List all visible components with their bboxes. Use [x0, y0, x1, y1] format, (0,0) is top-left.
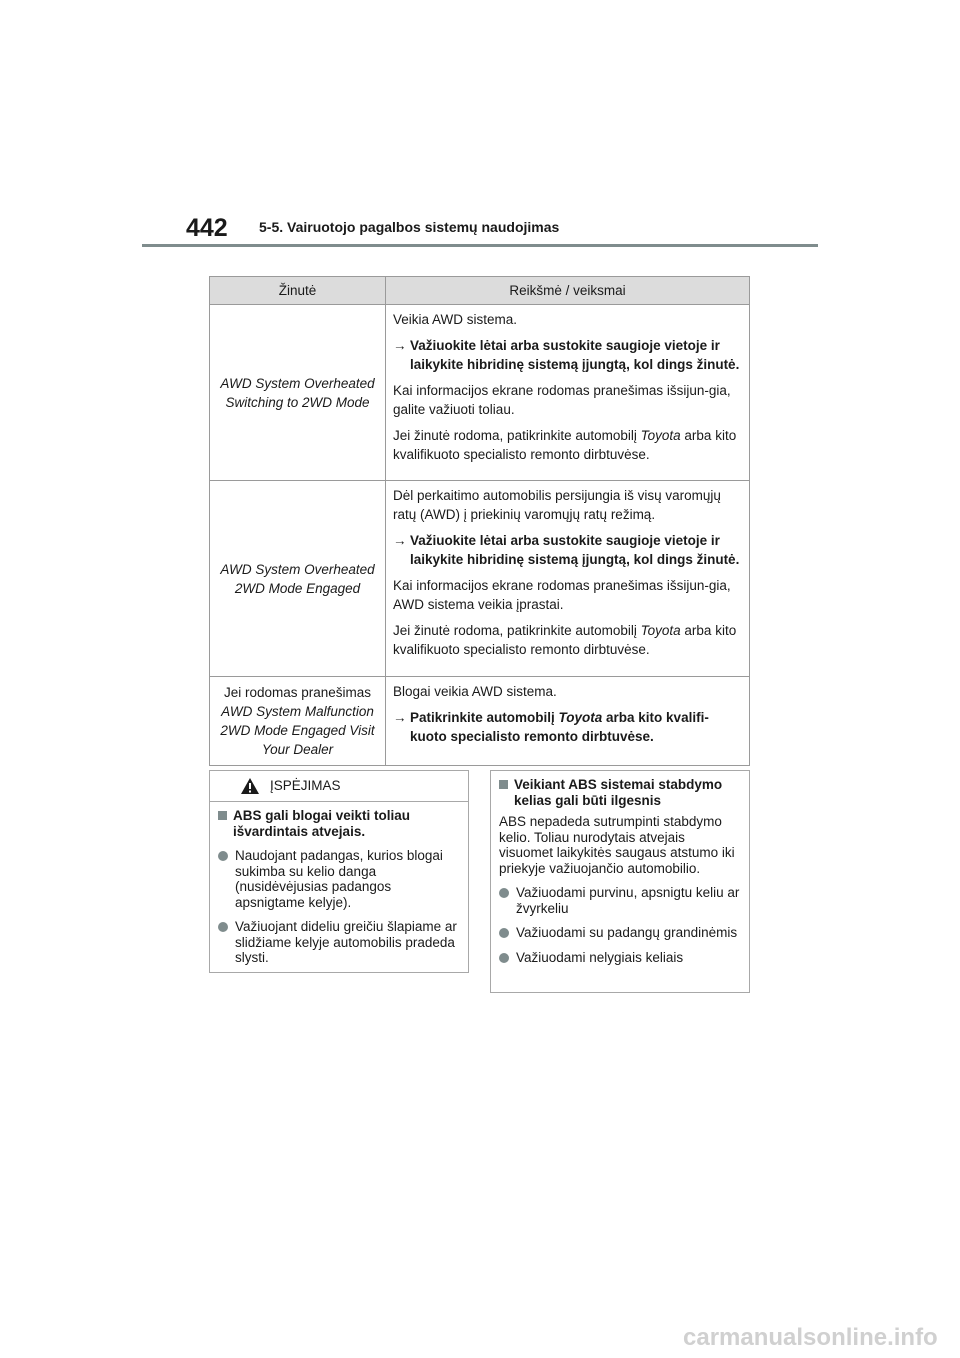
message-text: AWD System Overheated	[220, 375, 375, 391]
arrow-right-icon: →	[393, 338, 407, 353]
description-text: Kai informacijos ekrane rodomas pranešimas išsijun-gia, AWD sistema veikia įprastai.	[393, 578, 731, 612]
square-bullet-icon	[499, 780, 508, 789]
list-item	[218, 919, 460, 966]
header-divider	[142, 244, 818, 247]
round-bullet-icon	[218, 922, 228, 932]
description-text: Veikia AWD sistema.	[393, 312, 518, 327]
description-fragment: Jei žinutė rodoma, patikrinkite automobilį	[393, 623, 641, 638]
info-box	[490, 770, 750, 993]
description-text: Blogai veikia AWD sistema.	[393, 684, 557, 699]
message-prefix: Jei rodomas pranešimas	[223, 685, 372, 700]
action-text	[410, 708, 743, 746]
action-cell	[386, 677, 750, 766]
column-header-message: Žinutė	[210, 277, 386, 305]
table-header-row	[210, 277, 750, 305]
page-number: 442	[186, 214, 228, 242]
action-text: Važiuokite lėtai arba sustokite saugioje vietoje ir laikykite hibridinę sistemą įjungtą, kol dings žinutė.	[410, 338, 740, 372]
info-heading-text: Veikiant ABS sistemai stabdymo kelias gali būti ilgesnis	[514, 777, 723, 808]
list-item	[499, 950, 741, 966]
message-text: 2WD Mode Engaged	[234, 580, 361, 596]
info-paragraph: ABS nepadeda sutrumpinti stabdymo kelio. Toliau nurodytais atvejais visuomet laikykitės saugaus atstumo iki priekyje važiuojančio automobilio.	[499, 814, 735, 876]
action-cell	[386, 481, 750, 677]
brand-name: Toyota	[640, 428, 681, 443]
list-item-text: Naudojant padangas, kurios blogai sukimba su kelio danga (nusidėvėjusias padangos apsnigtame kelyje).	[235, 848, 443, 910]
column-header-action: Reikšmė / veiksmai	[386, 277, 750, 305]
action-fragment: arba kito kvalifi-kuoto specialisto remonto dirbtuvėse.	[410, 710, 709, 744]
list-item-text: Važiuodami su padangų grandinėmis	[516, 925, 738, 940]
message-text: Your Dealer	[261, 742, 334, 757]
warning-heading-text: ABS gali blogai veikti toliau išvardintais atvejais.	[233, 808, 411, 839]
round-bullet-icon	[499, 888, 509, 898]
list-item-text: Važiuodami nelygiais keliais	[516, 949, 684, 965]
info-heading	[499, 777, 741, 808]
table-row	[210, 677, 750, 766]
description-fragment: Jei žinutė rodoma, patikrinkite automobilį	[393, 428, 641, 443]
description-text: Kai informacijos ekrane rodomas pranešimas išsijun-gia, galite važiuoti toliau.	[393, 383, 731, 417]
message-text: AWD System Overheated	[220, 561, 375, 577]
message-cell	[210, 481, 386, 677]
round-bullet-icon	[499, 953, 509, 963]
description-text: Dėl perkaitimo automobilis persijungia iš visų varomųjų ratų (AWD) į priekinių varomųjų ratų režimą.	[393, 488, 721, 522]
list-item-text: Važiuojant dideliu greičiu šlapiame ar slidžiame kelyje automobilis pradeda slysti.	[235, 919, 457, 965]
message-cell	[210, 305, 386, 481]
message-text: Switching to 2WD Mode	[225, 394, 370, 410]
round-bullet-icon	[499, 928, 509, 938]
arrow-right-icon: →	[393, 710, 407, 725]
action-instruction	[393, 531, 743, 569]
action-cell	[386, 305, 750, 481]
message-text: AWD System Malfunction	[221, 704, 374, 719]
action-instruction	[393, 336, 743, 374]
action-instruction	[393, 708, 743, 746]
list-item	[499, 885, 741, 916]
section-title: 5-5. Vairuotojo pagalbos sistemų naudojimas	[259, 219, 560, 235]
list-item-text: Važiuodami purvinu, apsnigtu keliu ar žvyrkeliu	[516, 885, 740, 916]
list-item	[218, 848, 460, 910]
description-fragment: arba kito kvalifikuoto specialisto remonto dirbtuvėse.	[393, 623, 737, 657]
warning-header	[210, 771, 468, 802]
arrow-right-icon: →	[393, 533, 407, 548]
square-bullet-icon	[218, 811, 227, 820]
message-cell	[210, 677, 386, 766]
brand-name: Toyota	[640, 623, 681, 638]
table-row	[210, 305, 750, 481]
warning-box	[209, 770, 469, 973]
description-fragment: arba kito kvalifikuoto specialisto remonto dirbtuvėse.	[393, 428, 737, 462]
warning-heading	[218, 808, 460, 839]
message-text: 2WD Mode Engaged Visit	[220, 723, 375, 738]
message-table	[209, 276, 750, 766]
list-item	[499, 925, 741, 941]
round-bullet-icon	[218, 851, 228, 861]
brand-name: Toyota	[558, 710, 603, 725]
action-text: Važiuokite lėtai arba sustokite saugioje vietoje ir laikykite hibridinę sistemą įjungtą, kol dings žinutė.	[410, 533, 740, 567]
description-text	[393, 621, 743, 659]
table-row	[210, 481, 750, 677]
watermark: carmanualsonline.info	[683, 1324, 938, 1351]
warning-triangle-icon	[240, 777, 260, 795]
description-text	[393, 426, 743, 464]
warning-title: ĮSPĖJIMAS	[270, 778, 341, 794]
action-fragment: Patikrinkite automobilį	[410, 710, 559, 725]
